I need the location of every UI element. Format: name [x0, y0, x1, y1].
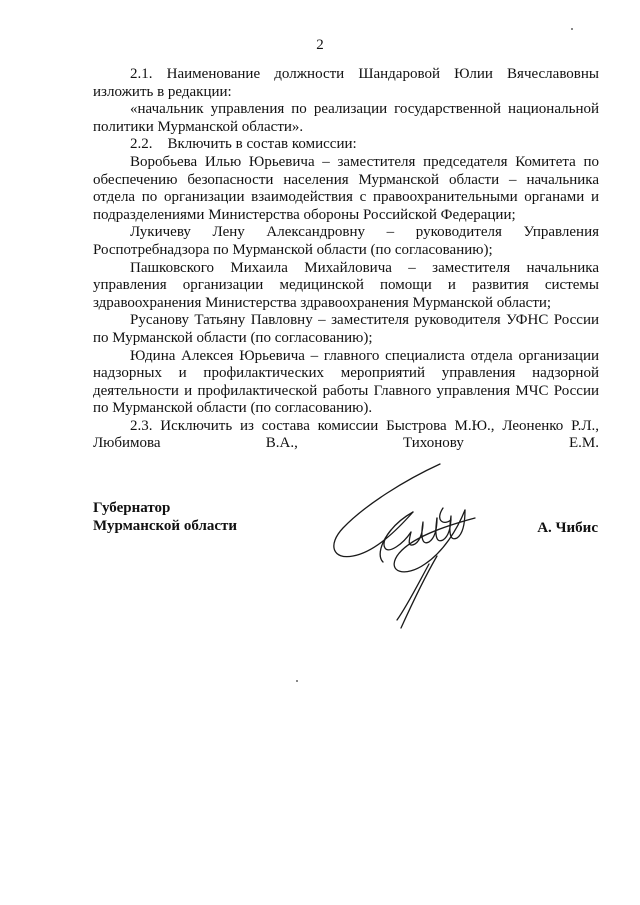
scan-speck: [571, 28, 573, 30]
signatory-title-line1: Губернатор: [93, 500, 171, 516]
paragraph-2-3: 2.3. Исключить из состава комиссии Быстрова М.Ю., Леоненко Р.Л., Любимова В.А., Тихонову Е.М.: [93, 417, 599, 452]
paragraph-2-2: 2.2. Включить в состав комиссии:: [130, 136, 357, 153]
signatory-name: А. Чибис: [537, 520, 598, 536]
handwritten-signature: [325, 460, 485, 640]
paragraph-vorobyev: Воробьева Илью Юрьевича – заместителя председателя Комитета по обеспечению безопасности населения Мурманской области – начальника отдела по организации взаимодействия с правоохранительными органами и подразделениями Министерства обороны Российской Федерации;: [93, 153, 599, 223]
paragraph-lukicheva: Лукичеву Лену Александровну – руководителя Управления Роспотребнадзора по Мурманской области (по согласованию);: [93, 224, 599, 258]
paragraph-rusanova: Русанову Татьяну Павловну – заместителя руководителя УФНС России по Мурманской области (по согласованию);: [93, 312, 599, 346]
document-body: [93, 66, 599, 453]
signatory-title: [93, 499, 237, 535]
scan-speck: [296, 680, 298, 682]
paragraph-pashkovsky: Пашковского Михаила Михайловича – заместителя начальника управления организации медицинской помощи и развития системы здравоохранения Министерства здравоохранения Мурманской области;: [93, 259, 599, 311]
paragraph-quote: «начальник управления по реализации государственной национальной политики Мурманской области».: [93, 101, 599, 135]
signatory-title-line2: Мурманской области: [93, 518, 238, 534]
page-number: 2: [316, 37, 324, 53]
paragraph-2-1: 2.1. Наименование должности Шандаровой Юлии Вячеславовны изложить в редакции:: [93, 66, 599, 100]
paragraph-yudin: Юдина Алексея Юрьевича – главного специалиста отдела организации надзорных и профилактических мероприятий управления надзорной деятельности и профилактической работы Главного управления МЧС России по Мурманской области (по согласованию).: [93, 347, 599, 417]
